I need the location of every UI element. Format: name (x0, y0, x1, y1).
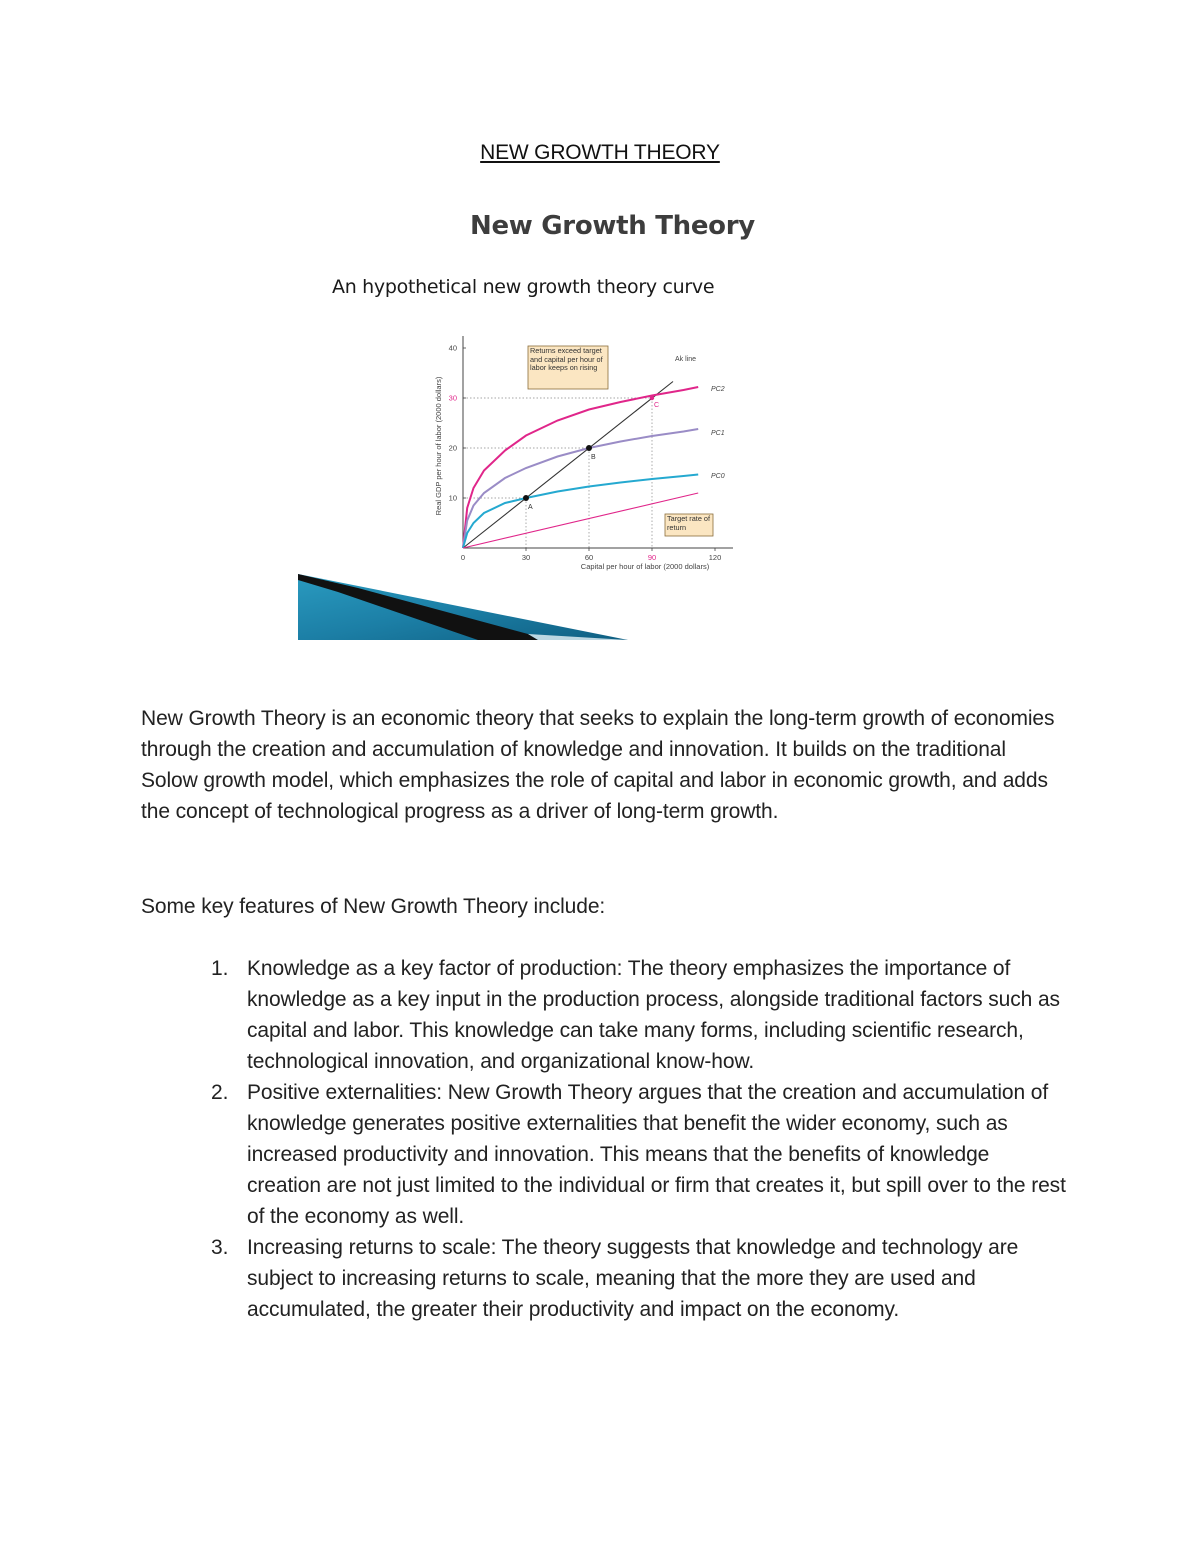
slide-title: New Growth Theory (470, 211, 755, 241)
x-tick-label: 120 (708, 553, 722, 562)
pc2-label: PC2 (711, 386, 725, 393)
slide-subtitle: An hypothetical new growth theory curve (332, 276, 715, 298)
features-intro: Some key features of New Growth Theory include: (141, 895, 606, 918)
x-tick-label: 0 (460, 553, 466, 562)
page-heading: NEW GROWTH THEORY (480, 141, 720, 164)
target-annotation (665, 514, 713, 536)
series (463, 382, 698, 549)
list-item-text: Positive externalities: New Growth Theory argues that the creation and accumulation of knowledge generates positive externalities that benefit the wider economy, such as increased productivity and innovation. This means that the benefits of knowledge creation are not just limited to the individual or firm that creates it, but spill over to the rest of the economy as well. (247, 1081, 1066, 1228)
returns-annotation (528, 346, 608, 389)
list-item (141, 953, 1066, 1077)
list-number: 1. (211, 957, 229, 980)
y-tick-label: 40 (448, 343, 457, 353)
series-line-1 (463, 387, 698, 548)
pc1-label: PC1 (711, 430, 725, 437)
y-tick-label: 30 (448, 393, 457, 403)
point-label-A: A (528, 504, 533, 511)
pc0-label: PC0 (711, 473, 725, 480)
x-axis-label: Capital per hour of labor (2000 dollars) (580, 562, 710, 571)
point-label-C: C (654, 402, 660, 409)
point-C (650, 396, 654, 400)
x-tick-label: 90 (647, 553, 657, 562)
ak-line-label: Ak line (675, 356, 697, 363)
growth-theory-chart (425, 328, 745, 576)
point-B (586, 445, 592, 451)
x-tick-label: 30 (521, 553, 531, 562)
intro-paragraph: New Growth Theory is an economic theory that seeks to explain the long-term growth of economies through the creation and accumulation of knowledge and innovation. It builds on the traditional Solow growth model, which emphasizes the role of capital and labor in economic growth, and adds the concept of technological progress as a driver of long-term growth. (141, 707, 1055, 823)
decorative-slide-graphic (298, 574, 628, 640)
list-item (141, 1077, 1066, 1232)
x-tick-label: 60 (584, 553, 594, 562)
list-number: 3. (211, 1236, 229, 1259)
list-number: 2. (211, 1081, 229, 1104)
returns-annotation-text: Returns exceed target and capital per hour of labor keeps on rising (530, 347, 603, 373)
features-list (141, 953, 1066, 1325)
y-axis-label: Real GDP per hour of labor (2000 dollars) (434, 376, 443, 516)
point-label-B: B (591, 454, 596, 461)
list-item-text: Increasing returns to scale: The theory suggests that knowledge and technology are subject to increasing returns to scale, meaning that the more they are used and accumulated, the greater their productivity and impact on the economy. (247, 1236, 1019, 1321)
y-tick-label: 10 (448, 493, 457, 503)
list-item-text: Knowledge as a key factor of production: The theory emphasizes the importance of knowledge as a key input in the production process, alongside traditional factors such as capital and labor. This knowledge can take many forms, including scientific research, technological innovation, and organizational know-how. (247, 957, 1060, 1073)
list-item (141, 1232, 1066, 1325)
series-line-3 (463, 475, 698, 549)
target-annotation-text: Target rate of return (667, 515, 710, 532)
point-A (523, 495, 529, 501)
y-tick-label: 20 (448, 443, 457, 453)
